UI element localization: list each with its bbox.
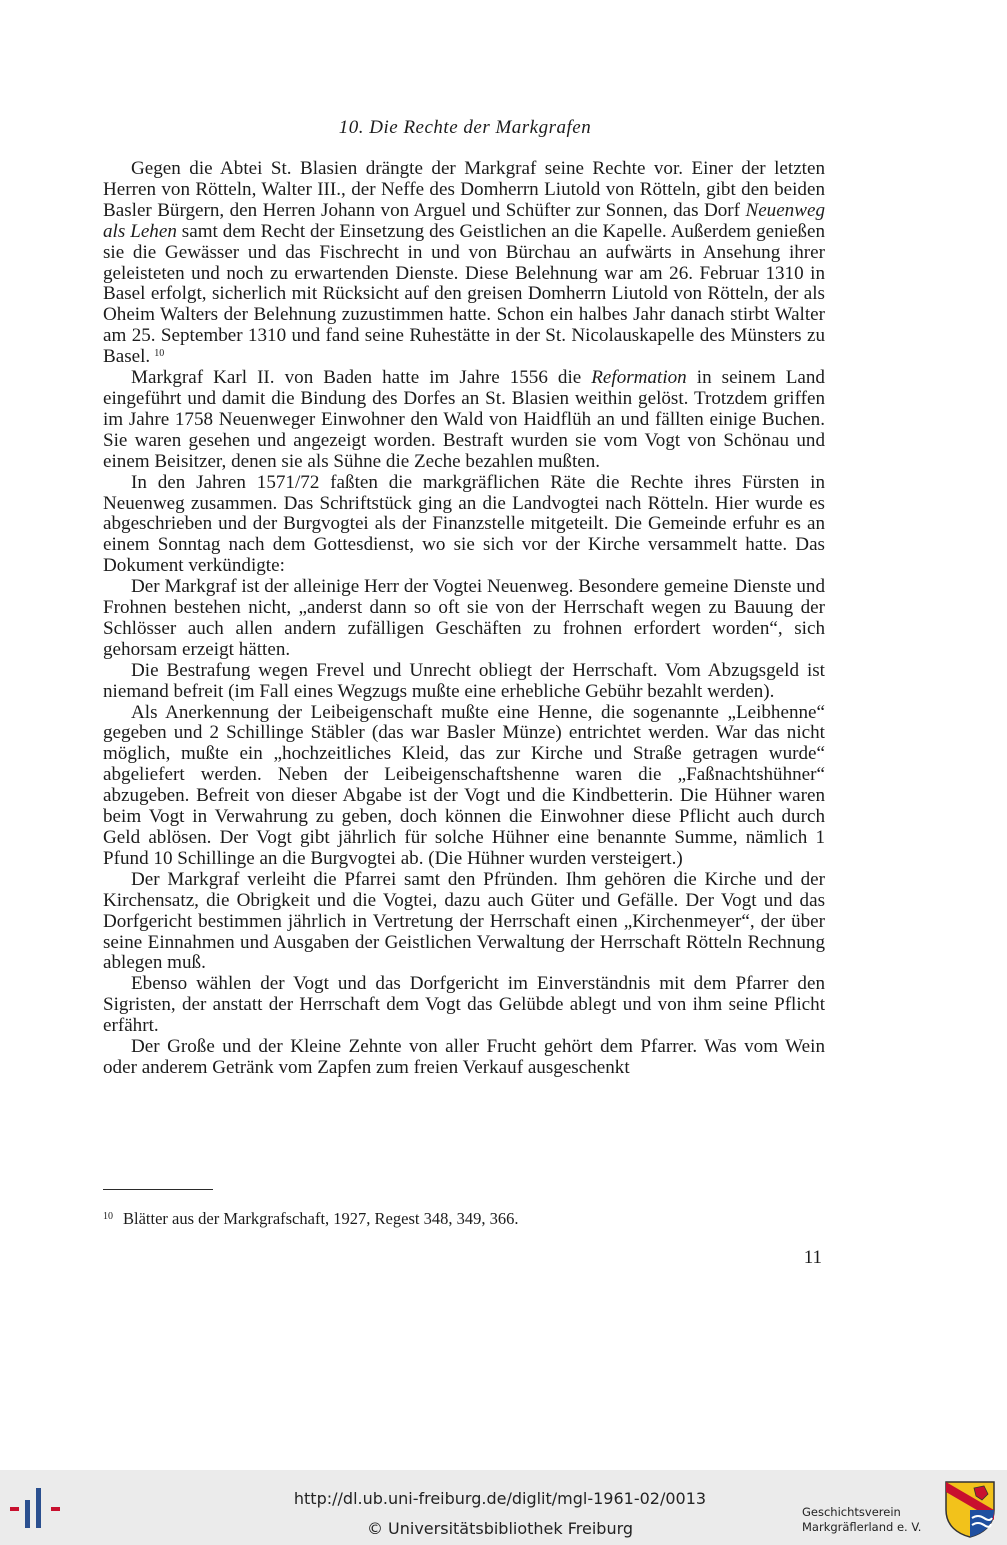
paragraph: Als Anerkennung der Leibeigenschaft mußte eine Henne, die sogenannte „Leibhenne“ gegeben und 2 Schillinge Stäbler (das war Basler Münze) entrichtet werden. War das nicht möglich, mußte ein „hochzeitliches Kleid, das zur Kirche und Straße getragen wurde“ abgeliefert werden. Neben der Leibeigenschaftshenne waren die „Faßnachtshühner“ abzugeben. Befreit von dieser Abgabe ist der Vogt und die Kindbetterin. Die Hühner waren beim Vogt in Verwahrung zu geben, doch können die Einwohner diese Pflicht auch durch Geld ablösen. Der Vogt gibt jährlich für solche Hühner eine benannte Summe, nämlich 1 Pfund 10 Schillinge an die Burgvogtei ab. (Die Hühner wurden versteigert.) [103, 701, 825, 869]
footnote-number: 10 [103, 1211, 113, 1222]
page-number: 11 [803, 1247, 822, 1268]
footer-url-link[interactable]: http://dl.ub.uni-freiburg.de/diglit/mgl-1961-02/0013 [293, 1489, 707, 1508]
footnote-divider [103, 1189, 213, 1190]
running-header: 10. Die Rechte der Markgrafen [338, 117, 592, 138]
emphasis: Reformation [591, 367, 687, 389]
paragraph: Die Bestrafung wegen Frevel und Unrecht obliegt der Herrschaft. Vom Abzugsgeld ist niemand befreit (im Fall eines Wegzugs mußte eine erhebliche Gebühr bezahlt werden). [103, 659, 825, 702]
paragraph: Der Markgraf verleiht die Pfarrei samt den Pfründen. Ihm gehören die Kirche und der Kirchensatz, die Obrigkeit und die Vogtei, dazu auch Güter und Gefälle. Der Vogt und das Dorfgericht bestimmen jährlich in Vertretung der Herrschaft einen „Kirchenmeyer“, der über seine Einnahmen und Ausgaben der Geistlichen Verwaltung der Herrschaft Rötteln Rechnung ablegen muß. [103, 868, 825, 974]
footnote-text: Blätter aus der Markgrafschaft, 1927, Regest 348, 349, 366. [123, 1209, 519, 1228]
paragraph: Markgraf Karl II. von Baden hatte im Jahre 1556 die Reformation in seinem Land eingeführt und damit die Bindung des Dorfes an St. Blasien weithin gelöst. Trotzdem griffen im Jahre 1758 Neuenweger Einwohner den Wald von Haidflüh an und fällten einige Buchen. Sie waren gesehen und angezeigt worden. Bestraft wurden sie vom Vogt von Schönau und einem Beisitzer, denen sie als Sühne die Zeche bezahlen mußten. [103, 367, 825, 472]
paragraph: Ebenso wählen der Vogt und das Dorfgericht im Einverständnis mit dem Pfarrer den Sigristen, der anstatt der Herrschaft dem Vogt das Gelübde ablegt und von ihm seine Pflicht erfährt. [103, 973, 825, 1037]
emphasis: Neuenweg als Lehen [103, 199, 825, 242]
body-text [103, 159, 825, 1079]
paragraph: In den Jahren 1571/72 faßten die markgräflichen Räte die Rechte ihres Fürsten in Neuenweg zusammen. Das Schriftstück ging an die Landvogtei nach Rötteln. Hier wurde es abgeschrieben und der Burgvogtei als der Finanzstelle mitgeteilt. Die Gemeinde erfuhr es an einem Sonntag nach dem Gottesdienst, wo sie sich vor der Kirche versammelt hatte. Das Dokument verkündigte: [103, 471, 825, 577]
paragraph: Gegen die Abtei St. Blasien drängte der Markgraf seine Rechte vor. Einer der letzten Herren von Rötteln, Walter III., der Neffe des Domherrn Liutold von Rötteln, gibt den beiden Basler Bürgern, den Herren Johann von Arguel und Schüfter zur Sonnen, das Dorf Neuenweg als Lehen samt dem Recht der Einsetzung des Geistlichen an die Kapelle. Außerdem genießen sie die Gewässer und das Fischrecht in und von Bürchau an aufwärts in Ansehung ihrer geleisteten und noch zu erwartenden Dienste. Diese Belehnung war am 26. Februar 1310 in Basel erfolgt, sicherlich mit Rücksicht auf den greisen Domherrn Liutold von Rötteln, der als Oheim Walters der Belehnung zuzustimmen hatte. Schon ein halbes Jahr danach stirbt Walter am 25. September 1310 und fand seine Ruhestätte in der St. Nicolauskapelle des Münsters zu Basel. $^{10}$ [103, 158, 826, 368]
paragraph: Der Große und der Kleine Zehnte von aller Frucht gehört dem Pfarrer. Was vom Wein oder anderem Getränk vom Zapfen zum freien Verkauf ausgeschenkt [103, 1036, 825, 1078]
footer-organization [802, 1505, 942, 1535]
org-name-line2: Markgräflerland e. V. [802, 1520, 922, 1534]
org-name-line1: Geschichtsverein [802, 1505, 901, 1519]
footnote [103, 1207, 825, 1229]
paragraph: Der Markgraf ist der alleinige Herr der Vogtei Neuenweg. Besondere gemeine Dienste und Frohnen bestehen nicht, „anderst dann so oft sie von der Herrschaft wegen zu Bauung der Schlösser auch allen andern zufälligen Geschäften zu frohnen erfordert worden“, sich gehorsam erzeigt hätten. [103, 576, 825, 660]
footer-copyright: © Universitätsbibliothek Freiburg [366, 1519, 634, 1538]
footnote-reference[interactable]: 10 [154, 348, 165, 360]
